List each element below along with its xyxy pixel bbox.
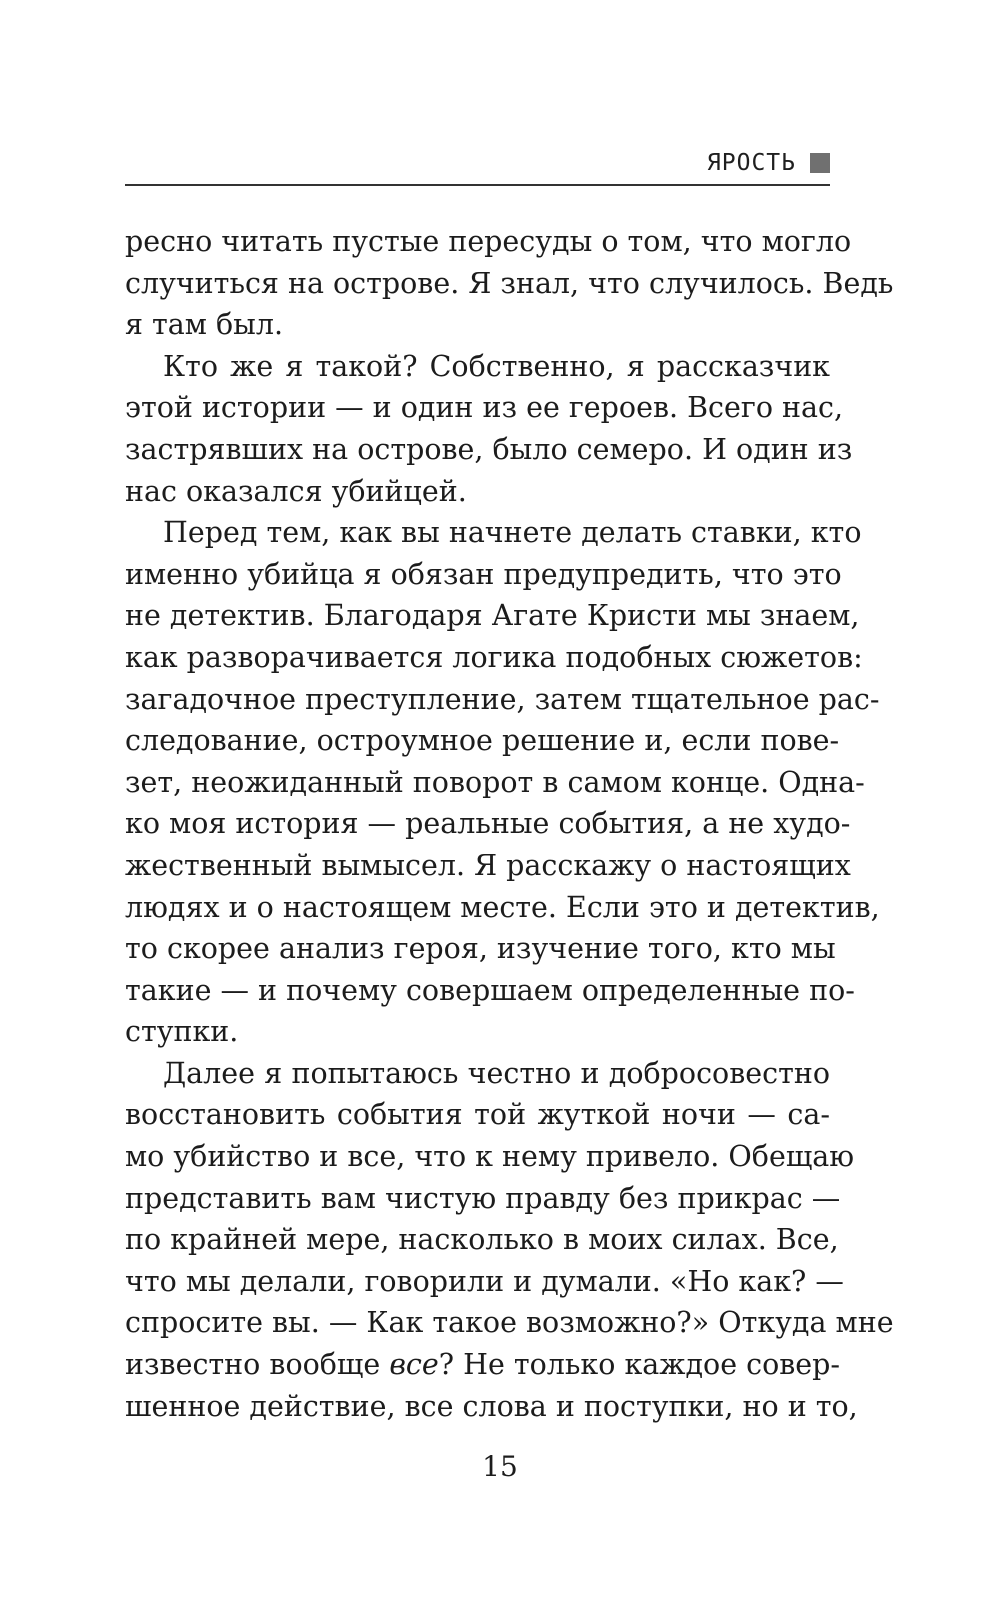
text-segment: известно вообще (125, 1348, 390, 1382)
text-line: Далее я попытаюсь честно и добросовестно (163, 1056, 830, 1090)
text-line: восстановить события той жуткой ночи — са- (125, 1098, 830, 1132)
text-line: случиться на острове. Я знал, что случилось. Ведь (125, 266, 894, 300)
text-line: следование, остроумное решение и, если пове- (125, 724, 840, 758)
text-line: этой истории — и один из ее героев. Всего нас, (125, 391, 844, 425)
text-line: представить вам чистую правду без прикрас — (125, 1181, 841, 1215)
text-line: что мы делали, говорили и думали. «Но как? — (125, 1264, 844, 1298)
text-line: как разворачивается логика подобных сюжетов: (125, 640, 863, 674)
text-line: шенное действие, все слова и поступки, но и то, (125, 1389, 858, 1423)
text-line: загадочное преступление, затем тщательное рас- (125, 682, 880, 716)
text-line: не детектив. Благодаря Агате Кристи мы знаем, (125, 599, 860, 633)
text-line: по крайней мере, насколько в моих силах. Все, (125, 1223, 839, 1257)
text-line: именно убийца я обязан предупредить, что это (125, 557, 842, 591)
text-line: людях и о настоящем месте. Если это и детектив, (125, 890, 880, 924)
running-head-square-ornament (810, 153, 830, 173)
text-line: то скорее анализ героя, изучение того, кто мы (125, 932, 836, 966)
running-head-title: ЯРОСТЬ (706, 150, 796, 176)
text-line: Перед тем, как вы начнете делать ставки, кто (163, 516, 862, 550)
text-line: жественный вымысел. Я расскажу о настоящих (125, 848, 851, 882)
text-line-with-emphasis (125, 1344, 841, 1386)
text-line: я там был. (125, 308, 284, 342)
text-line: мо убийство и все, что к нему привело. Обещаю (125, 1140, 855, 1174)
text-line: зет, неожиданный поворот в самом конце. Одна- (125, 765, 865, 799)
text-line: такие — и почему совершаем определенные по- (125, 973, 855, 1007)
text-line: Кто же я такой? Собственно, я рассказчик (163, 349, 830, 383)
emphasis-word: все (389, 1348, 439, 1382)
text-line: ко моя история — реальные события, а не худо- (125, 807, 851, 841)
text-line: спросите вы. — Как такое возможно?» Откуда мне (125, 1306, 894, 1340)
text-segment: ? Не только каждое совер- (438, 1348, 841, 1382)
text-line: нас оказался убийцей. (125, 474, 467, 508)
text-line: ступки. (125, 1015, 239, 1049)
page-number: 15 (482, 1450, 518, 1483)
text-line: застрявших на острове, было семеро. И один из (125, 432, 853, 466)
text-line: ресно читать пустые пересуды о том, что могло (125, 225, 852, 258)
running-head (125, 148, 830, 186)
body-text (125, 221, 894, 1427)
